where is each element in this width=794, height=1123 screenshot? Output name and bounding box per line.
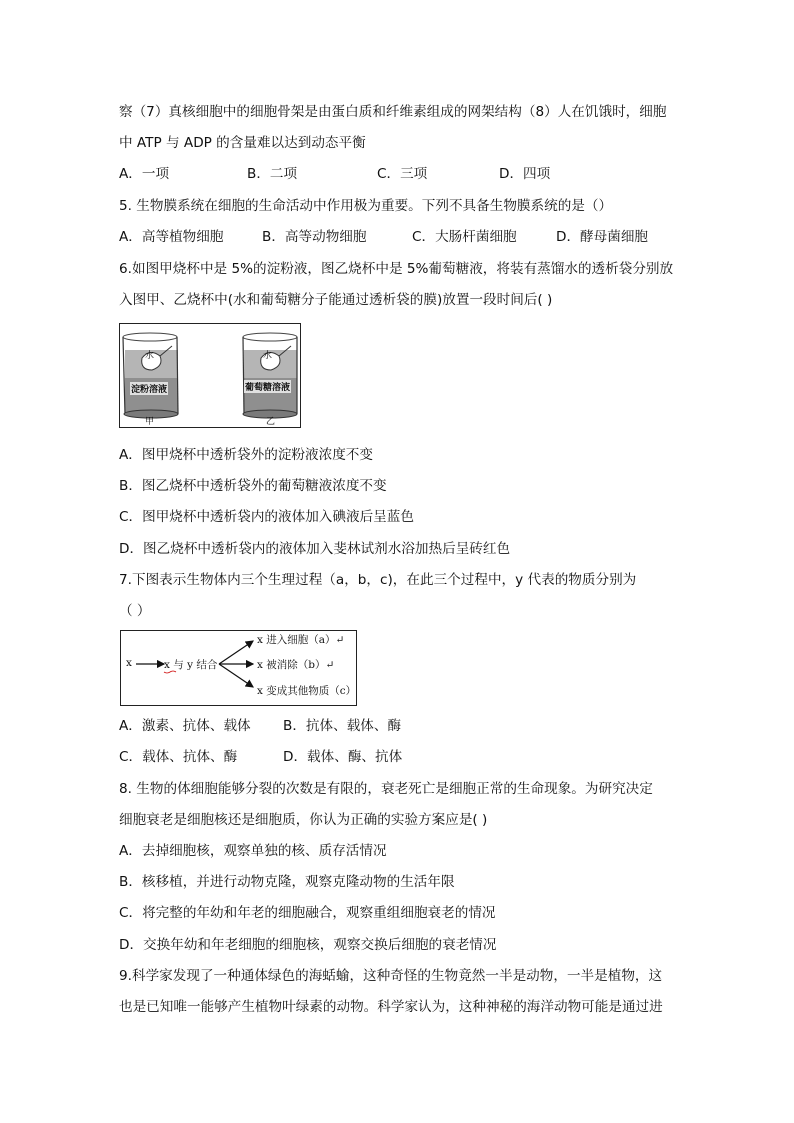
option-a[interactable]: A．一项	[119, 166, 170, 182]
beakers-drawing	[120, 324, 300, 427]
option-a[interactable]: A．激素、抗体、载体	[119, 718, 251, 734]
option-c[interactable]: C．载体、抗体、酶	[119, 749, 238, 765]
option-b[interactable]: B．图乙烧杯中透析袋外的葡萄糖液浓度不变	[119, 478, 387, 494]
option-d[interactable]: D．四项	[499, 166, 551, 182]
option-b[interactable]: B．二项	[247, 166, 298, 182]
starch-solution-label: 淀粉溶液	[130, 382, 168, 395]
option-c[interactable]: C．三项	[377, 166, 428, 182]
diagram-outcome-a: x 进入细胞（a）↵	[257, 634, 345, 646]
option-c[interactable]: C．图甲烧杯中透析袋内的液体加入碘液后呈蓝色	[119, 509, 414, 525]
option-a[interactable]: A．去掉细胞核，观察单独的核、质存活情况	[119, 843, 387, 859]
option-d[interactable]: D．交换年幼和年老细胞的细胞核，观察交换后细胞的衰老情况	[119, 937, 497, 953]
option-c[interactable]: C．大肠杆菌细胞	[412, 229, 517, 245]
diagram-x: x	[126, 657, 132, 669]
option-d[interactable]: D．酵母菌细胞	[556, 229, 649, 245]
question-6-stem: 6.如图甲烧杯中是 5%的淀粉液，图乙烧杯中是 5%葡萄糖液，将装有蒸馏水的透析袋分别放	[119, 261, 674, 277]
question-8-stem: 细胞衰老是细胞核还是细胞质，你认为正确的实验方案应是( )	[119, 812, 488, 828]
question-8-stem: 8. 生物的体细胞能够分裂的次数是有限的，衰老死亡是细胞正常的生命现象。为研究决定	[119, 781, 653, 797]
option-d[interactable]: D．图乙烧杯中透析袋内的液体加入斐林试剂水浴加热后呈砖红色	[119, 541, 511, 557]
beaker-tag-yi: 乙	[266, 417, 276, 427]
option-b[interactable]: B．抗体、载体、酶	[283, 718, 402, 734]
text-line: 中 ATP 与 ADP 的含量难以达到动态平衡	[119, 135, 366, 151]
text-line: 察（7）真核细胞中的细胞骨架是由蛋白质和纤维素组成的网架结构（8）人在饥饿时，细胞	[119, 104, 667, 120]
question-7-stem: 7.下图表示生物体内三个生理过程（a，b，c)，在此三个过程中，y 代表的物质分别为	[119, 572, 637, 588]
option-c[interactable]: C．将完整的年幼和年老的细胞融合，观察重组细胞衰老的情况	[119, 905, 496, 921]
process-diagram	[120, 630, 357, 706]
option-a[interactable]: A．高等植物细胞	[119, 229, 224, 245]
bag-label-left: 水	[145, 351, 155, 361]
diagram-outcome-c: x 变成其他物质（c）	[257, 685, 357, 697]
glucose-solution-label: 葡萄糖溶液	[244, 380, 291, 393]
question-9-stem: 9.科学家发现了一种通体绿色的海蛞蝓，这种奇怪的生物竟然一半是动物，一半是植物，这	[119, 968, 663, 984]
beaker-left	[123, 333, 178, 418]
option-b[interactable]: B．高等动物细胞	[262, 229, 367, 245]
question-6-stem: 入图甲、乙烧杯中(水和葡萄糖分子能通过透析袋的膜)放置一段时间后( )	[119, 292, 553, 308]
beaker-figure	[119, 323, 301, 428]
question-9-stem: 也是已知唯一能够产生植物叶绿素的动物。科学家认为，这种神秘的海洋动物可能是通过进	[119, 999, 663, 1015]
bag-label-right: 水	[263, 351, 273, 361]
beaker-right	[243, 333, 297, 418]
option-b[interactable]: B．核移植，并进行动物克隆，观察克隆动物的生活年限	[119, 874, 455, 890]
option-a[interactable]: A．图甲烧杯中透析袋外的淀粉液浓度不变	[119, 447, 373, 463]
question-7-answer-paren: （ ）	[119, 603, 151, 619]
option-d[interactable]: D．载体、酶、抗体	[283, 749, 403, 765]
question-5-stem: 5. 生物膜系统在细胞的生命活动中作用极为重要。下列不具备生物膜系统的是（）	[119, 198, 613, 214]
diagram-outcome-b: x 被消除（b）↵	[257, 659, 335, 671]
beaker-tag-jia: 甲	[145, 417, 155, 427]
diagram-combine: x 与 y 结合	[164, 659, 218, 671]
